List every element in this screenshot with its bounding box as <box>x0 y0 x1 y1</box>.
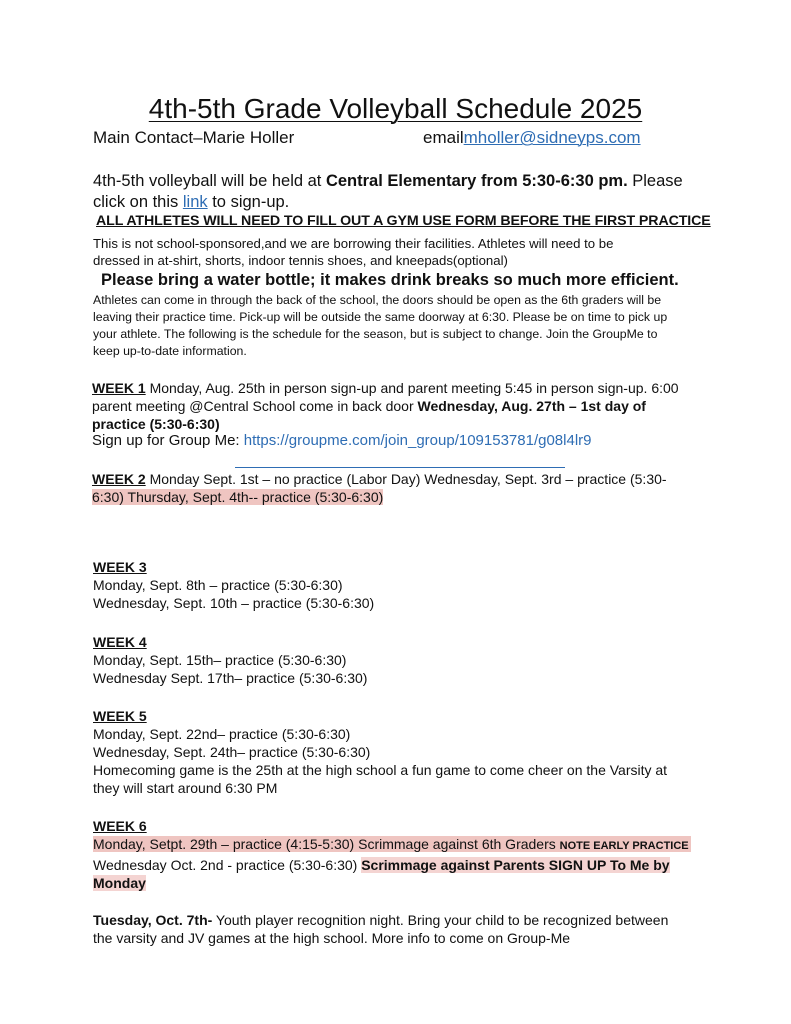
parents-scrimmage-end: Monday <box>93 875 146 891</box>
early-practice-note: NOTE EARLY PRACTICE <box>559 840 689 852</box>
week1-meeting: parent meeting @Central School come in back door <box>92 398 418 414</box>
week5-line: they will start around 6:30 PM <box>93 780 278 796</box>
entry-line: keep up-to-date information. <box>93 344 247 358</box>
week1-first-day: Wednesday, Aug. 27th – 1st day of <box>417 398 646 414</box>
divider-line <box>235 467 565 468</box>
recognition-line-2: the varsity and JV games at the high school. More info to come on Group-Me <box>93 930 571 946</box>
week5-label: WEEK 5 <box>93 708 147 724</box>
intro-click: click on this <box>93 193 183 211</box>
week4-line: Monday, Sept. 15th– practice (5:30-6:30) <box>93 652 347 668</box>
intro-line-2 <box>93 192 289 213</box>
intro-location: Central Elementary from 5:30-6:30 pm. <box>325 172 628 190</box>
title-text: 4th-5th Grade Volleyball Schedule 2025 <box>148 93 643 124</box>
week5-line: Monday, Sept. 22nd– practice (5:30-6:30) <box>93 726 351 742</box>
groupme-label: Sign up for Group Me: <box>92 432 244 449</box>
intro-line-1 <box>93 171 683 192</box>
week4-label: WEEK 4 <box>93 634 147 650</box>
parents-scrimmage: Scrimmage against Parents SIGN UP To Me by <box>361 857 670 873</box>
email-label: email <box>423 128 464 147</box>
week1-line-1 <box>92 379 679 397</box>
week3-label: WEEK 3 <box>93 559 147 575</box>
entry-line: Athletes can come in through the back of the school, the doors should be open as the 6th graders will be <box>93 293 662 307</box>
week1-label: WEEK 1 <box>92 380 146 396</box>
main-contact: Main Contact–Marie Holler <box>93 128 295 147</box>
week6-highlight <box>93 836 691 852</box>
email-link[interactable]: mholler@sidneyps.com <box>463 128 641 147</box>
page-title <box>0 93 791 125</box>
week6-text: Monday, Setpt. 29th – practice (4:15-5:30) Scrimmage against 6th Graders <box>93 836 560 852</box>
gym-form-notice: ALL ATHLETES WILL NEED TO FILL OUT A GYM USE FORM BEFORE THE FIRST PRACTICE <box>96 213 711 229</box>
week4 <box>93 633 367 687</box>
week3-line: Wednesday, Sept. 10th – practice (5:30-6:30) <box>93 595 375 611</box>
water-bottle-notice: Please bring a water bottle; it makes drink breaks so much more efficient. <box>101 271 679 289</box>
groupme-link[interactable]: https://groupme.com/join_group/109153781/g08l4lr9 <box>243 432 592 449</box>
recognition-text: Youth player recognition night. Bring your child to be recognized between <box>212 912 669 928</box>
week6-line-3 <box>93 874 146 892</box>
intro-text-2: Please <box>627 172 683 190</box>
email-line <box>423 128 641 148</box>
recognition-date: Tuesday, Oct. 7th- <box>93 912 213 928</box>
week3 <box>93 558 374 612</box>
intro-signup: to sign-up. <box>207 193 290 211</box>
week6-wednesday: Wednesday Oct. 2nd - practice (5:30-6:30) <box>93 857 362 873</box>
week4-line: Wednesday Sept. 17th– practice (5:30-6:30) <box>93 670 368 686</box>
recognition-line-1 <box>93 911 668 929</box>
sponsor-line-1: This is not school-sponsored,and we are borrowing their facilities. Athletes will need to be <box>93 236 614 251</box>
week5 <box>93 707 667 797</box>
entry-line: leaving their practice time. Pick-up will be outside the same doorway at 6:30. Please be on time to pick up <box>93 310 668 324</box>
week5-line: Wednesday, Sept. 24th– practice (5:30-6:30) <box>93 744 371 760</box>
groupme-line <box>92 432 592 450</box>
intro-text: 4th-5th volleyball will be held at <box>93 172 326 190</box>
signup-link[interactable]: link <box>182 193 208 211</box>
week6-line-2 <box>93 856 670 874</box>
entry-info <box>93 292 667 360</box>
week6-line-1 <box>93 835 691 855</box>
entry-line: your athlete. The following is the schedule for the season, but is subject to change. Join the GroupMe to <box>93 327 658 341</box>
week1-line-2 <box>92 397 689 415</box>
week3-line: Monday, Sept. 8th – practice (5:30-6:30) <box>93 577 343 593</box>
week2-line-1 <box>92 470 667 488</box>
week2-label: WEEK 2 <box>92 471 146 487</box>
week1-line-3: practice (5:30-6:30) <box>92 416 220 432</box>
week2-line-2 <box>92 488 383 506</box>
week2-text: Monday Sept. 1st – no practice (Labor Day) Wednesday, Sept. 3rd – practice (5:30- <box>145 471 667 487</box>
week5-line: Homecoming game is the 25th at the high school a fun game to come cheer on the Varsity at <box>93 762 668 778</box>
week1-text: Monday, Aug. 25th in person sign-up and parent meeting 5:45 in person sign-up. 6:00 <box>145 380 679 396</box>
sponsor-line-2: dressed in at-shirt, shorts, indoor tennis shoes, and kneepads(optional) <box>93 253 508 268</box>
week2-highlight: 6:30) Thursday, Sept. 4th-- practice (5:30-6:30) <box>92 489 384 505</box>
week6-label: WEEK 6 <box>93 818 147 834</box>
